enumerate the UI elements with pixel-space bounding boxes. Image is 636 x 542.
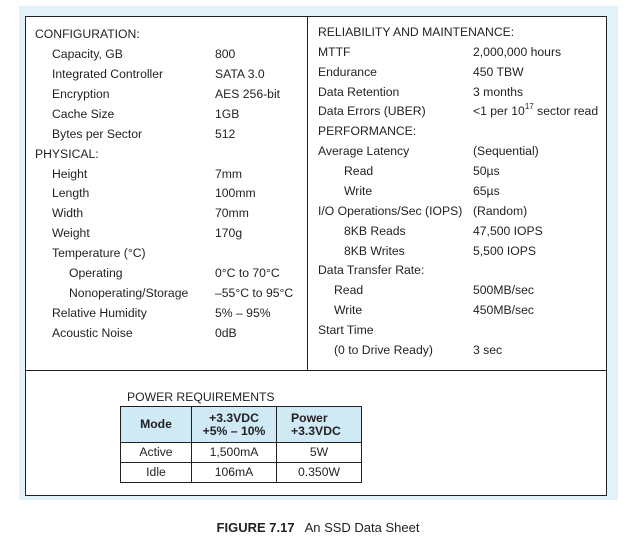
table-row xyxy=(121,443,362,463)
spec-label: Read xyxy=(344,164,374,178)
section-divider xyxy=(26,370,606,371)
spec-label: Write xyxy=(334,303,363,317)
spec-label: Start Time xyxy=(318,323,374,337)
spec-value: 65µs xyxy=(473,184,500,198)
table-header-row xyxy=(121,407,362,443)
power-cell: 0.350W xyxy=(277,463,362,483)
uber-value xyxy=(473,101,599,118)
uber-value-prefix: <1 per 10 xyxy=(473,104,525,118)
spec-value: 170g xyxy=(215,226,243,240)
current-column-header xyxy=(192,407,277,443)
power-cell: 5W xyxy=(277,443,362,463)
spec-value: AES 256-bit xyxy=(215,87,281,101)
spec-label: Weight xyxy=(52,226,90,240)
spec-label: Temperature (°C) xyxy=(52,246,146,260)
power-column-header xyxy=(277,407,362,443)
config-heading: CONFIGURATION: xyxy=(35,27,140,41)
reliability-heading: RELIABILITY AND MAINTENANCE: xyxy=(318,25,515,39)
spec-label: Read xyxy=(334,283,364,297)
uber-value-suffix: sector read xyxy=(533,104,599,118)
power-header-line1: Power xyxy=(291,410,328,425)
spec-value: 0dB xyxy=(215,326,237,340)
spec-label: (0 to Drive Ready) xyxy=(334,343,433,357)
physical-heading: PHYSICAL: xyxy=(35,147,99,161)
spec-label: Cache Size xyxy=(52,107,115,121)
power-table xyxy=(120,406,362,483)
spec-label: Capacity, GB xyxy=(52,47,123,61)
spec-label: Operating xyxy=(69,266,123,280)
spec-value: 2,000,000 hours xyxy=(473,45,562,59)
spec-value: 50µs xyxy=(473,164,500,178)
mode-cell: Active xyxy=(121,443,192,463)
spec-value: 3 sec xyxy=(473,343,503,357)
spec-value: SATA 3.0 xyxy=(215,67,265,81)
spec-value: 7mm xyxy=(215,167,243,181)
uber-value-exponent: 17 xyxy=(524,101,534,111)
mode-cell: Idle xyxy=(121,463,192,483)
spec-label: Length xyxy=(52,186,90,200)
current-cell: 106mA xyxy=(192,463,277,483)
current-cell: 1,500mA xyxy=(192,443,277,463)
spec-value: –55°C to 95°C xyxy=(215,286,294,300)
spec-label: Data Retention xyxy=(318,85,400,99)
spec-value: 512 xyxy=(215,127,236,141)
table-row xyxy=(121,463,362,483)
spec-label: MTTF xyxy=(318,45,351,59)
spec-value: 450 TBW xyxy=(473,65,524,79)
spec-value: 0°C to 70°C xyxy=(215,266,280,280)
spec-label: Integrated Controller xyxy=(52,67,164,81)
spec-value: 500MB/sec xyxy=(473,283,534,297)
spec-value: 3 months xyxy=(473,85,524,99)
spec-value: 5% – 95% xyxy=(215,306,271,320)
spec-label: 8KB Reads xyxy=(344,224,406,238)
spec-label: Write xyxy=(344,184,373,198)
spec-label: Relative Humidity xyxy=(52,306,147,320)
spec-label: Data Errors (UBER) xyxy=(318,104,426,118)
spec-value: 450MB/sec xyxy=(473,303,534,317)
spec-value: 5,500 IOPS xyxy=(473,244,537,258)
spec-note: (Sequential) xyxy=(473,144,539,158)
spec-value: 70mm xyxy=(215,206,249,220)
mode-column-header: Mode xyxy=(121,407,192,443)
spec-label: Average Latency xyxy=(318,144,410,158)
current-header-line2: +5% – 10% xyxy=(202,423,266,438)
spec-value: 1GB xyxy=(215,107,240,121)
spec-label: 8KB Writes xyxy=(344,244,405,258)
spec-value: 800 xyxy=(215,47,236,61)
power-header-line2: +3.3VDC xyxy=(291,423,341,438)
spec-label: Bytes per Sector xyxy=(52,127,143,141)
spec-value: 100mm xyxy=(215,186,256,200)
figure-title: An SSD Data Sheet xyxy=(304,520,420,535)
power-heading: POWER REQUIREMENTS xyxy=(127,390,275,404)
spec-label: Endurance xyxy=(318,65,377,79)
data-sheet xyxy=(25,16,607,496)
spec-label: Data Transfer Rate: xyxy=(318,263,425,277)
spec-label: Acoustic Noise xyxy=(52,326,133,340)
spec-label: I/O Operations/Sec (IOPS) xyxy=(318,204,463,218)
spec-label: Height xyxy=(52,167,88,181)
spec-label: Encryption xyxy=(52,87,110,101)
spec-value: 47,500 IOPS xyxy=(473,224,543,238)
current-header-line1: +3.3VDC xyxy=(209,410,259,425)
spec-label: Nonoperating/Storage xyxy=(69,286,189,300)
column-divider xyxy=(307,17,308,370)
figure-number: FIGURE 7.17 xyxy=(216,520,295,535)
spec-label: Width xyxy=(52,206,84,220)
figure-caption xyxy=(0,520,636,535)
performance-heading: PERFORMANCE: xyxy=(318,124,417,138)
spec-note: (Random) xyxy=(473,204,528,218)
